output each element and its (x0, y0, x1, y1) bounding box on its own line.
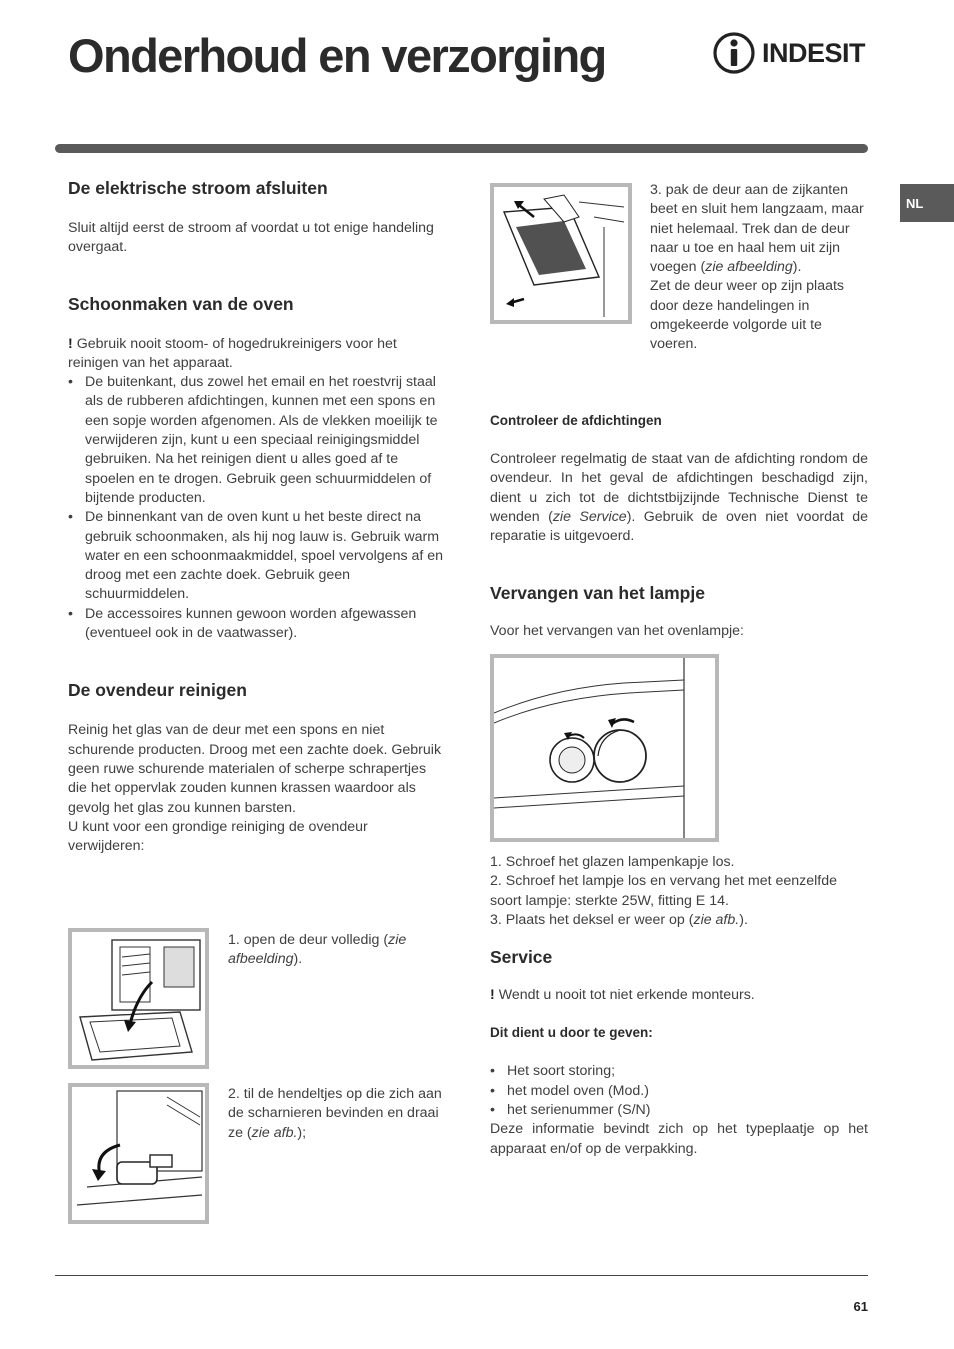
oven-door-open-illustration (72, 932, 205, 1065)
service-warning-text: Wendt u nooit tot niet erkende monteurs. (498, 987, 755, 1004)
power-heading: De elektrische stroom afsluiten (68, 178, 328, 198)
step-text: ); (297, 1124, 307, 1141)
step-text: Zet de deur weer op zijn plaats door deze handelingen in omgekeerde volgorde uit te voeren. (650, 278, 845, 353)
step-text: 1. open de deur volledig ( (228, 932, 389, 948)
seals-ref: zie Service (552, 508, 627, 525)
figure-lamp (490, 654, 719, 842)
language-tab: NL (900, 184, 954, 222)
step-ref: zie afb. (693, 911, 740, 928)
list-item: • het serienummer (S/N) (490, 1101, 868, 1120)
lamp-step-2: 2. Schroef het lampje los en vervang het met eenzelfde soort lampje: sterkte 25W, fitting E 14. (490, 873, 838, 909)
lamp-intro: Voor het vervangen van het ovenlampje: (490, 623, 744, 640)
seals-heading: Controleer de afdichtingen (490, 413, 662, 428)
lamp-step-1: 1. Schroef het glazen lampenkapje los. (490, 854, 735, 870)
list-item: • het model oven (Mod.) (490, 1082, 868, 1101)
step-text: 2. til de hendeltjes op die zich aan de scharnieren bevinden en draai ze ( (228, 1086, 442, 1141)
service-subheading: Dit dient u door te geven: (490, 1025, 653, 1041)
cleaning-list (68, 373, 444, 643)
hinge-lever-illustration (72, 1087, 205, 1220)
brand-name: INDESIT (762, 37, 866, 68)
step-text: ). (792, 259, 802, 276)
power-text: Sluit altijd eerst de stroom af voordat u tot enige handeling overgaat. (68, 220, 434, 256)
footer-divider (55, 1275, 868, 1276)
step-ref: zie afbeelding (228, 932, 407, 968)
service-footer: Deze informatie bevindt zich op het typeplaatje op het apparaat en/of op de verpakking. (490, 1121, 868, 1157)
service-list (490, 1062, 868, 1120)
header-divider (55, 144, 868, 153)
figure-lift-door (490, 183, 632, 324)
door-step-2 (228, 1085, 443, 1143)
seals-text-b: ). Gebruik de oven niet voordat de reparatie is uitgevoerd. (490, 508, 868, 545)
warning-mark: ! (68, 335, 73, 352)
list-item: • Het soort storing; (490, 1062, 868, 1081)
list-item: • De accessoires kunnen gewoon worden afgewassen (eventueel ook in de vaatwasser). (68, 605, 444, 644)
step-ref: zie afbeelding (705, 259, 793, 276)
list-item: • De binnenkant van de oven kunt u het beste direct na gebruik schoonmaken, als hij nog lauw is. Gebruik warm water en een schoonmaakmiddel, spoel vervolgens af en droog met een zachte doek. Gebruik geen schuurmiddelen. (68, 508, 444, 604)
figure-open-door (68, 928, 209, 1069)
left-column (68, 176, 444, 856)
cleaning-heading: Schoonmaken van de oven (68, 293, 294, 314)
door-text: Reinig het glas van de deur met een spons en niet schurende producten. Droog met een zachte doek. Gebruik geen ruwe schurende materialen of scherpe schrapertjes die het oppervlak zouden kunnen krassen waardoor als gevolg het glas zou kunnen barsten. (68, 722, 442, 816)
page-number: 61 (853, 1299, 868, 1314)
seals-text-a: Controleer regelmatig de staat van de afdichting rondom de ovendeur. In het geval de afdichtingen beschadigd zijn, dient u zich tot de dichtstbijzijnde Technische Dienst te wenden ( (490, 451, 868, 525)
step-text: ). (293, 951, 303, 968)
lamp-steps (490, 853, 868, 1159)
oven-lamp-illustration (494, 658, 715, 838)
right-column (490, 412, 868, 642)
step-ref: zie afb. (251, 1124, 298, 1141)
step-text: 3. pak de deur aan de zijkanten beet en sluit hem langzaam, maar niet helemaal. Trek dan de deur naar u toe en haal hem uit zijn voegen ( (650, 182, 864, 276)
figure-hinge-levers (68, 1083, 209, 1224)
seals-text (490, 450, 868, 546)
door-heading: De ovendeur reinigen (68, 680, 247, 701)
service-warning (490, 986, 868, 1005)
brand-logo (712, 30, 872, 76)
step-text: 3. Plaats het deksel er weer op ( (490, 911, 694, 928)
step-text: ). (739, 911, 748, 928)
door-step-3 (650, 181, 868, 355)
door-removal-illustration (494, 187, 628, 320)
indesit-logo-icon (712, 31, 756, 75)
page-title: Onderhoud en verzorging (68, 29, 606, 82)
door-remove-text: U kunt voor een grondige reiniging de ovendeur verwijderen: (68, 818, 368, 855)
cleaning-warning (68, 335, 444, 374)
cleaning-warning-text: Gebruik nooit stoom- of hogedrukreinigers voor het reinigen van het apparaat. (68, 335, 397, 371)
warning-mark: ! (490, 987, 495, 1004)
lamp-heading: Vervangen van het lampje (490, 583, 705, 604)
lamp-step-3 (490, 911, 868, 930)
list-item: • De buitenkant, dus zowel het email en het roestvrij staal als de rubberen afdichtingen, kunnen met een spons en een sopje worden afgenomen. Als de vlekken moeilijk te verwijderen zijn, kunt u een speciaal reinigingsmiddel gebruiken. Na het reinigen dient u alles goed af te spoelen en te drogen. Gebruik geen schuurmiddelen of bijtende producten. (68, 373, 444, 508)
service-heading: Service (490, 947, 553, 968)
door-step-1 (228, 931, 443, 970)
